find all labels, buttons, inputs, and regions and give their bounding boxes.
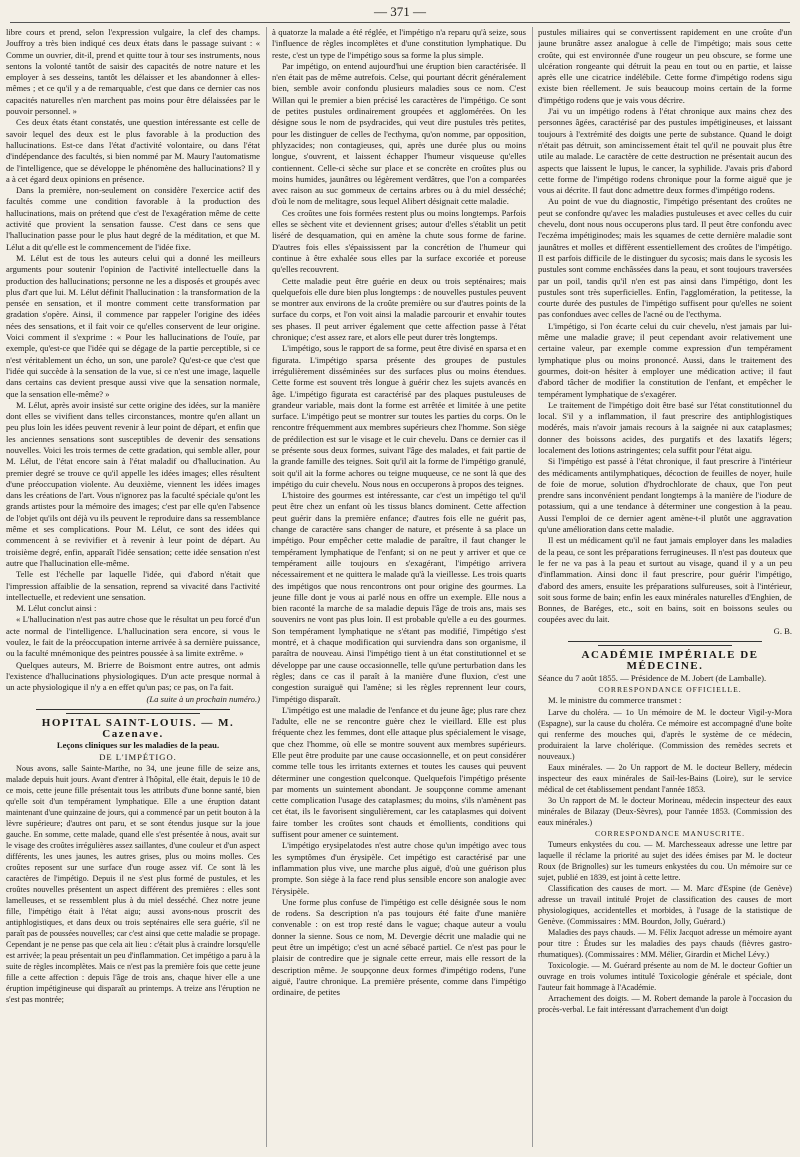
paragraph: Ces deux états étant constatés, une question intéressante est celle de savoir lequel des deux est le plus favorable à la production des hallucinations. Est-ce dans l'état d'activité volontaire, ou dans l'état d'indépendance des facultés, si bien nommé par M. Maury l'automatisme de l'intelligence, que se développe le phénomène des hallucinations? Il y a à cet égard deux opinions en présence. (6, 117, 260, 184)
header-rule (10, 22, 790, 23)
paragraph: L'impétigo, si l'on écarte celui du cuir chevelu, n'est jamais par lui-même une maladie grave; il peut cependant avoir relativement une certaine valeur, par exemple comme expression d'un tempérament lymphatique plus ou moins prononcé. Aussi, dans le traitement des gourmes, doit-on hésiter à employer une médication active; il faut d'abord tâcher de modifier la constitution de l'enfant, et empêcher le tempérament lymphatique de s'exagérer. (538, 320, 792, 399)
section-rule (598, 645, 732, 646)
column-divider (266, 27, 267, 1147)
column-1 (6, 27, 260, 1147)
hospital-title: HOPITAL SAINT-LOUIS. — M. Cazenave. (41, 716, 235, 741)
correspondance-manuscrite-heading: CORRESPONDANCE MANUSCRITE. (594, 828, 746, 838)
paragraph: pustules miliaires qui se convertissent rapidement en une croûte d'un jaune brunâtre assez analogue à celle de l'impétigo; mais sous cette croûte, qui est environnée d'une rougeur un peu obscure, se forme une ulcération rongeante qui détruit la peau en tout ou en partie, et laisse après elle une cicatrice indélébile. Cette forme d'impétigo rodens sigu existe bien réellement. Je suis beaucoup moins certain de la forme d'impétigo rodens que je vais vous décrire. (538, 27, 792, 105)
impetigo-title: DE L'IMPÉTIGO. (99, 751, 177, 762)
list-item: Maladies des pays chauds. — M. Félix Jacquot adresse un mémoire ayant pour titre : Études sur les maladies des pays chauds (fièvres gastro-rhumatiques). (Commissaires : MM. Mélier, Girardin et Michel Lévy.) (538, 927, 792, 959)
paragraph: M. Lélut est de tous les auteurs celui qui a donné les meilleurs arguments pour soutenir l'opinion de l'activité intellectuelle dans la production des hallucinations; personne ne les a disposés et groupés avec plus d'art que lui. M. Lélut définit l'hallucination : la transformation de la pensée en sensation, et il montre comment cette transformation par gradation s'opère. Ainsi, il commence par rappeler l'origine des idées nées des sensations, et il fait voir ce qu'elles conservent de leur origine. Voici comment il s'exprime : « Pour les hallucinations de l'ouïe, par exemple, qu'est-ce que l'idée qui se dégage de la partie perceptible, si ce n'est véritablement un écho, un son, une parole? Qu'est-ce que c'est que l'idée qui succède à la sensation de la vue, si ce n'est une image, laquelle dans certains cas devient presque aussi vive que la sensation normale, que la sensation elle-même? » (6, 252, 260, 399)
paragraph: J'ai vu un impétigo rodens à l'état chronique aux mains chez des personnes âgées, caractérisé par des pustules impétigineuses, et laissant toujours à l'extrémité des doigts une perte de substance. Quand le doigt n'était pas détruit, son amincissement était tel qu'il ne pouvait plus être utile au malade. Le caractère de cette destruction ne présentait aucun des aspects que laissent le lupus, le cancer, la syphilide. J'avais pris d'abord cette forme de l'impétigo rodens chronique pour la forme aiguë que je vous ai décrite. Il faut donc admettre deux formes d'impétigo rodens. (538, 106, 792, 196)
paragraph: à quatorze la malade a été réglée, et l'impétigo n'a reparu qu'à seize, sous l'influence de règles incomplètes et d'une constitution lymphatique. Du reste, c'est un type de l'impétigo sous sa forme la plus simple. (272, 27, 526, 60)
section-rule (36, 709, 230, 710)
paragraph: Le traitement de l'impétigo doit être basé sur l'état constitutionnel du local. S'il y a inflammation, il faut prescrire des antiphlogistiques modérés, mais n'avoir jamais recours à la saignée ni aux cataplasmes; donner des boissons acides, des purgatifs et des laxatifs légers; localement des lotions astringentes; cela suffit pour l'état aigu. (538, 399, 792, 455)
paragraph: libre cours et prend, selon l'expression vulgaire, la clef des champs. Jouffroy a très bien indiqué ces deux états dans le passage suivant : « Comme un ouvrier, dit-il, prend et quitte tour à tour ses instruments, nous sentons la volonté tantôt de saisir des capacités de notre nature et les employer à ses desseins, tantôt les délaisser et les abandonner à elles-mêmes ; et ce qu'il y a de remarquable, c'est que dans ce dernier cas nos capacités naturelles n'en marchent pas moins pour être délaissées par le pouvoir personnel. » (6, 27, 260, 117)
section-rule (66, 713, 200, 714)
list-item: Classification des causes de mort. — M. Marc d'Espine (de Genève) adresse un travail intitulé Projet de classification des causes de mort physiologiques, accidentelles et morbides, à l'usage de la statistique de Genève. (Commissaires : MM. Bourdon, Jolly, Guérard.) (538, 883, 792, 926)
paragraph: Par impétigo, on entend aujourd'hui une éruption bien caractérisée. Il n'en était pas de même autrefois. Celse, qui pourtant décrit généralement bien, semble avoir confondu plusieurs maladies sous ce nom. C'est Willan qui le premier a bien précisé les caractères de l'impétigo. Ce sont de petites pustules ordinairement groupées et agglomérées. On les désigne sous le nom de psydracides, qui veut dire pustules très petites, pour les distinguer de celles de l'ecthyma, qu'on nomme, par opposition, phlyzacides; non contagieuses, qui, après une durée plus ou moins longue, s'ouvrent, et laissent échapper l'humeur visqueuse qu'elles contiennent. Celle-ci sèche sur place et se concrète en croûtes plus ou moins humides, jaunâtres ou légèrement verdâtres, que l'on a comparées avec raison au suc gommeux de certains arbres ou à du miel desséché; d'où le nom de melitagre, sous lequel Alibert désignait cette maladie. (272, 60, 526, 207)
list-item: Arrachement des doigts. — M. Robert demande la parole à l'occasion du procès-verbal. Le fait intéressant d'arrachement d'un doigt (538, 993, 792, 1014)
paragraph: Quelques auteurs, M. Brierre de Boismont entre autres, ont admis l'existence d'hallucinations physiologiques. D'un acte presque normal à un acte physiologique il n'y a en effet qu'un pas; ce pas, on l'a fait. (6, 659, 260, 693)
column-2 (272, 27, 526, 1147)
seance-line: Séance du 7 août 1855. — Présidence de M. Jobert (de Lamballe). (538, 672, 767, 683)
column-divider (532, 27, 533, 1147)
page-number: — 371 — (374, 4, 426, 19)
paragraph: Une forme plus confuse de l'impétigo est celle désignée sous le nom de rodens. Sa description n'a pas toujours été faite d'une manière convenable : on est trop resté dans le vague; chaque auteur a voulu donner la sienne. Sous ce nom, M. Devergie décrit une maladie qui ne peut être un impétigo; c'est un acné sébacé partiel. Ce n'est pas pour le plaisir de contredire que je signale cette erreur, mais elle ressort de la description même. Je soupçonne deux formes d'impétigo rodens, l'une aiguë, l'autre chronique. La première présente, comme dans l'impétigo ordinaire, de petites (272, 896, 526, 998)
academy-title: ACADÉMIE IMPÉRIALE DE MÉDECINE. (581, 649, 759, 673)
paragraph: L'impétigo erysipelatodes n'est autre chose qu'un impétigo avec tous les symptômes d'un érysipèle. Cet impétigo est caractérisé par une inflammation plus vive, une marche plus aiguë, d'où une guérison plus prompte. Son siège à la face rend plus sensible encore son analogie avec l'érysipèle. (272, 840, 526, 896)
list-item: Toxicologie. — M. Guérard présente au nom de M. le docteur Goftier un ouvrage en trois volumes intitulé Toxicologie générale et spéciale, dont l'auteur fait hommage à l'Académie. (538, 960, 792, 992)
paragraph: « L'hallucination n'est pas autre chose que le résultat un peu forcé d'un acte normal de l'intelligence. L'hallucination sera encore, si vous le voulez, le fait de la préoccupation interne arrivée à sa dernière puissance, ou la faculté mnémonique des peintres poussée à sa limite extrême. » (6, 614, 260, 659)
section-rule (568, 641, 762, 642)
signature: G. B. (773, 625, 792, 636)
correspondance-officielle-heading: CORRESPONDANCE OFFICIELLE. (598, 684, 742, 694)
paragraph: Cette maladie peut être guérie en deux ou trois septénaires; mais quelquefois elle dure bien plus longtemps : de nouvelles pustules peuvent se montrer aux environs de la croûte première ou sur d'autres points de la surface du corps, et l'on voit ainsi la maladie parcourir et envahir toutes ses phases. Il peut arriver également que cette affection passe à l'état chronique; c'est assez rare, et alors elle peut durer très longtemps. (272, 275, 526, 343)
minister-line: M. le ministre du commerce transmet : (548, 695, 682, 706)
paragraph: Il est un médicament qu'il ne faut jamais employer dans les maladies de la peau, ce sont les préparations ferrugineuses. Il n'est pas douteux que le fer ne va pas à la peau et surtout au visage, quand il y a un peu d'inflammation. Ainsi donc il faut prescrire, pour guérir l'impétigo, d'abord des amers, ensuite les préparations sulfureuses, soit à l'intérieur, soit sous forme de bain; enfin les eaux minérales naturelles d'Enghien, de Bonnes, de Baréges, etc., soit en bains, soit en boissons seules ou coupées avec du lait. (538, 535, 792, 625)
continued-note (6, 694, 260, 705)
paragraph: L'impétigo est une maladie de l'enfance et du jeune âge; plus rare chez l'adulte, elle ne se rencontre guère chez le vieillard. Elle est plus fréquente chez les femmes, dont elle attaque plus spécialement le visage, que chez l'homme, où elle se montre souvent aux membres supérieurs. Elle peut être produite par une cause occasionnelle, et on peut considérer comme telle tous les irritants externes et toutes les causes qui peuvent déterminer une congestion quelconque. Quelquefois l'impétigo présente par moments un suintement abondant. Je soupçonne comme amenant cette complication l'usage des cataplasmes; du moins, s'ils n'amènent pas cet état, ils le favorisent singulièrement, car les cataplasmes qui doivent faire tomber les croûtes sont chauds et émollients, conditions qui suffisent pour amener ce suintement. (272, 704, 526, 840)
paragraph: Au point de vue du diagnostic, l'impétigo présentant des croûtes ne peut se confondre qu'avec les maladies pustuleuses et avec celles du cuir chevelu, dont nous nous occuperons plus tard. Il peut être confondu avec l'eczéma impétiginodes; mais les squames de cette dernière maladie sont jaunâtres et molles et diffèrent essentiellement des croûtes de l'impétigo. Il est parfois difficile de le distinguer du sycosis; mais dans le sycosis les pustules sont comme enchâssées dans la peau, et sont toujours traversées par un poil, tandis qu'il n'en est pas ainsi dans l'impétigo, dont les pustules sont très superficielles. Enfin, l'agglomération, la petitesse, la courte durée des pustules de l'impétigo suffisent pour qu'elles ne soient pas confondues avec celles de l'acné ou de l'ecthyma. (538, 196, 792, 320)
paragraph: L'histoire des gourmes est intéressante, car c'est un impétigo tel qu'il peut être chez un enfant où les tissus blancs dominent. Cette affection peut guérir dans la première enfance; d'autres fois elle ne guérit pas, change de caractère sans changer de nature, et présente à sa place un impétigo. Pour empêcher cette maladie de paraître, il faut changer le tempérament lymphatique de l'enfant; si on ne peut y arriver et que ce tempérament aille toujours en s'exagérant, l'impétigo arrivera nécessairement et ne quittera le malade qu'à la vieillesse. Les trois quarts des impétigos que nous rencontrons ont pour origine des gourmes. La jeune fille dont je vous ai parlé nous en offre un exemple. Elle nous a bien raconté la marche de sa maladie depuis l'âge de trois ans, mais ses souvenirs ne vont pas plus loin. Il est probable qu'elle a eu des gourmes. Son tempérament lymphatique ne s'étant pas modifié, l'impétigo s'est montré, et à chaque modification qui surviendra dans son organisme, il paraîtra de nouveau. Ainsi l'impétigo tient à un état constitutionnel et se développe par une cause occasionnelle, telle qu'une perturbation dans les règles; dans ce cas il paraît à la manière d'une fluxion, c'est une congestion suraiguë qui l'amène; si les règles reprennent leur cours, l'impétigo disparaît. (272, 490, 526, 704)
list-item: Eaux minérales. — 2o Un rapport de M. le docteur Bellery, médecin inspecteur des eaux minérales de Sail-les-Bains (Loire), sur le service médical de cet établissement pendant l'année 1853. (538, 762, 792, 794)
case-paragraph: Nous avons, salle Sainte-Marthe, no 34, une jeune fille de seize ans, malade depuis huit jours. Avant d'entrer à l'hôpital, elle était, depuis le 10 de ce mois, cette jeune fille présentait tous les attributs d'une bonne santé, bien qu'elle soit d'un tempérament lymphatique. Elle a une éruption datant maintenant d'une quinzaine de jours, qui a commencé par un petit bouton à la lèvre supérieure; d'autres ont paru, et se sont étendus jusque sur la joue gauche. En somme, cette malade, quand elle s'est présentée à nous, avait sur le visage des croûtes irrégulières assez saillantes, d'une couleur et d'un aspect différents, les unes jaunes, les autres grises, plus ou moins molles. Ces croûtes reposent sur une surface d'un rouge assez vif. Ce sont là les caractères de l'impétigo. Depuis il ne s'est plus formé de pustules, et les croûtes nouvelles présentent un aspect différent des premières : elles sont lamelleuses, et se ressemblent plus à du miel desséché. Chez notre jeune fille, l'impétigo était à l'état aigu; aussi avons-nous proscrit des antiphlogistiques, et dans deux ou trois septénaires elle sera guérie, s'il ne paraît pas de poussées nouvelles; car c'est ainsi que cette maladie se propage. Cependant je ne pense pas que cela ait lieu : c'était plus à craindre lorsqu'elle est arrivée; la peau présentait un peu d'inflammation. Cet impétigo a paru à la suite de règles incomplètes. Mais ce n'est pas la première fois que cette jeune fille a cette affection : depuis l'âge de trois ans, chaque hiver elle a une éruption impétigineuse qui disparaît au printemps. A treize ans l'éruption ne s'est pas montrée; (6, 764, 260, 1004)
list-item: Larve du choléra. — 1o Un mémoire de M. le docteur Vigil-y-Mora (Espagne), sur la cause du choléra. Ce mémoire est accompagné d'une boîte qui renferme des mouches qui, d'après le système de ce médecin, produiraient la larve cholérique. (Commission des remèdes secrets et nouveaux.) (538, 707, 792, 761)
paragraph: M. Lélut conclut ainsi : (16, 603, 97, 614)
continued-text: (La suite à un prochain numéro.) (146, 693, 260, 704)
lecons-title: Leçons cliniques sur les maladies de la peau. (56, 740, 220, 751)
column-3 (538, 27, 792, 1147)
paragraph: Ces croûtes une fois formées restent plus ou moins longtemps. Parfois elles se sèchent vite et deviennent grises; autour d'elles s'établit un petit liséré de desquamation, qui en amène la chute sous forme de farine. D'autres fois elles s'épaississent par la concrétion de l'humeur qui continue à être exhalée sous elles par la surface excoriée et poreuse qu'elles recouvrent. (272, 207, 526, 275)
paragraph: Dans la première, non-seulement on considère l'exercice actif des facultés comme une condition favorable à la production des hallucinations, mais on prétend que c'est de l'exagération même de cette activité que provient la sensation fausse. C'est dans ce sens que l'hallucination passe pour le plus haut degré de la méditation, et que M. Lélut a dit qu'elle est le commencement de l'idée fixe. (6, 185, 260, 252)
paragraph: M. Lélut, après avoir insisté sur cette origine des idées, sur la manière dont elles se vivifient dans telles circonstances, montre qu'en allant un peu plus loin les idées peuvent revenir à leur point de départ, et enfin que les anciennes sensations sont susceptibles de devenir des sensations nouvelles. Voici les trois termes de cette gradation, qui semble aller, pour M. Lélut, de l'état encore sain à l'état maladif ou d'hallucination. Au premier degré se trouve ce qu'il appelle les idées images; elles résultent d'une préoccupation violente. Au deuxième, viennent les idées images dans les créations de l'art. Vous n'ignorez pas la faculté spéciale qu'ont les grands artistes pour la mémoire des images; c'est par elle qu'en l'absence de l'objet qu'ils ont déjà vu ils peuvent le reproduire dans sa ressemblance même et ses complications. Pour M. Lélut, ce sont des idées qui commencent à se revivifier et à revenir à leur point de départ. Au troisième degré, enfin, apparaît l'idée sensation; cette idée sensation n'est autre que l'hallucination elle-même. (6, 399, 260, 568)
list-item: 3o Un rapport de M. le docteur Morineau, médecin inspecteur des eaux minérales de Bilazay (Deux-Sèvres), pour l'année 1853. (Commission des eaux minérales.) (538, 795, 792, 827)
paragraph: Telle est l'échelle par laquelle l'idée, qui d'abord n'était que l'impression affaiblie de la sensation, reprend sa vivacité dans l'activité intellectuelle, et redevient une sensation. (6, 569, 260, 602)
paragraph: Si l'impétigo est passé à l'état chronique, il faut prescrire à l'intérieur des médicaments antilymphatiques, décoction de feuilles de noyer, huile de foie de morue, solution d'hydrochlorate de chaux, que l'on peut prendre sans inconvénient pendant longtemps à la manière de l'iodure de potassium, qui a une tendance à déterminer une congestion à la peau. Aussi l'emploi de ce dernier agent amène-t-il plutôt une aggravation qu'une amélioration dans cette maladie. (538, 456, 792, 535)
list-item: Tumeurs enkystées du cou. — M. Marchesseaux adresse une lettre par laquelle il réclame la priorité au sujet des idées émises par M. le docteur Roux (de Brignolles) sur les tumeurs enkystées du cou. Un mémoire sur ce sujet, publié en 1839, est joint à cette lettre. (538, 839, 792, 882)
paragraph: L'impétigo, sous le rapport de sa forme, peut être divisé en sparsa et en figurata. L'impétigo sparsa présente des groupes de pustules irrégulièrement disséminées sur des surfaces plus ou moins étendues. Cette forme est souvent très longue à guérir chez les sujets avancés en âge. L'impétigo figurata est caractérisé par des plaques pustuleuses de grandeur variable, mais dont la forme est arrêtée et limitée à une petite surface. L'impétigo peut se montrer sur toutes les parties du corps. On le rencontre fréquemment aux membres supérieurs chez l'homme. Son siège de prédilection est sur le visage et le cuir chevelu. Dans ce dernier cas il se présente sous deux formes, suivant l'âge des malades, et fait partie de la grande famille des teignes. Soit qu'il ait la forme de l'impétigo granulé, soit qu'il ait la forme achores ou teigne muqueuse, ce ne sont là que des impétigo du cuir chevelu. Nous nous en occuperons à propos des teignes. (272, 343, 526, 489)
page-header (0, 0, 800, 26)
